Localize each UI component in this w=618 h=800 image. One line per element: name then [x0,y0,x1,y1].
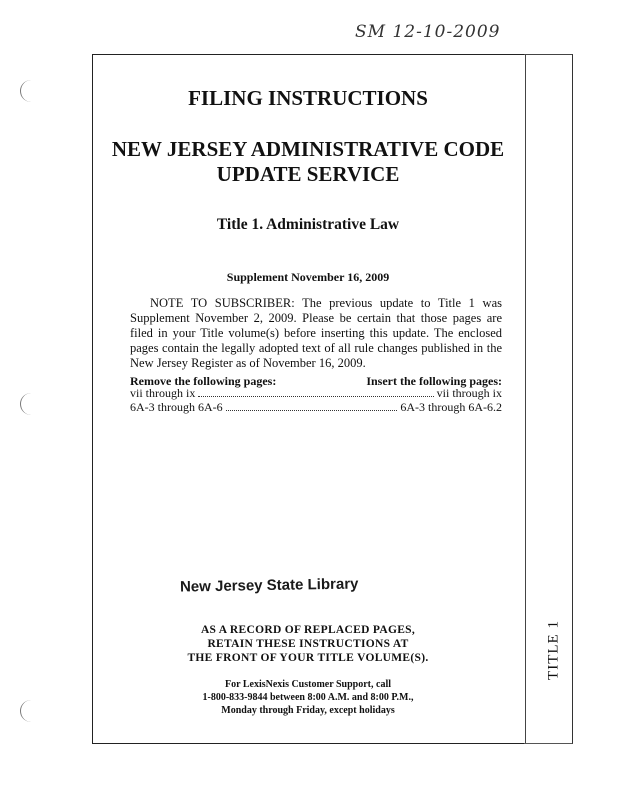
tab-label-text: TITLE 1 [545,620,562,680]
punch-hole-top [20,80,35,102]
insert-pages: 6A-3 through 6A-6.2 [400,400,502,414]
record-notice [92,623,524,665]
subtitle-line-2: UPDATE SERVICE [216,162,400,186]
record-line-2: RETAIN THESE INSTRUCTIONS AT [207,638,409,650]
remove-pages: vii through ix [130,386,196,400]
code-title: Title 1. Administrative Law [216,216,400,233]
customer-support [92,678,524,717]
tab-label [534,595,574,705]
insert-header: Insert the following pages: [366,374,502,388]
remove-header: Remove the following pages: [130,374,277,388]
handwritten-note: SM 12-10-2009 [355,22,501,42]
support-line-3: Monday through Friday, except holidays [221,705,395,716]
punch-hole-bottom [20,700,35,722]
dot-leader [198,396,433,397]
dot-leader [226,410,398,411]
table-row [130,400,502,415]
subtitle-line-1: NEW JERSEY ADMINISTRATIVE CODE [111,137,505,161]
remove-pages: 6A-3 through 6A-6 [130,400,223,414]
library-stamp: New Jersey State Library [179,575,359,596]
subscriber-note: NOTE TO SUBSCRIBER: The previous update to Title 1 was Supplement November 2, 2009. Please be certain that those pages are filed in your Title volume(s) before inserting this update. The enclosed pages contain the legally adopted text of all rule changes published in the New Jersey Register as of November 16, 2009. [130,296,502,370]
record-line-3: THE FRONT OF YOUR TITLE VOLUME(S). [187,652,429,664]
insert-pages: vii through ix [436,386,502,400]
support-line-2: 1-800-833-9844 between 8:00 A.M. and 8:00 P.M., [202,692,414,703]
supplement-date: Supplement November 16, 2009 [226,270,390,284]
support-line-1: For LexisNexis Customer Support, call [224,679,391,690]
page-subtitle [92,137,524,187]
record-line-1: AS A RECORD OF REPLACED PAGES, [200,624,416,636]
table-row [130,386,502,401]
punch-hole-middle [20,393,35,415]
page-title: FILING INSTRUCTIONS [188,86,428,110]
